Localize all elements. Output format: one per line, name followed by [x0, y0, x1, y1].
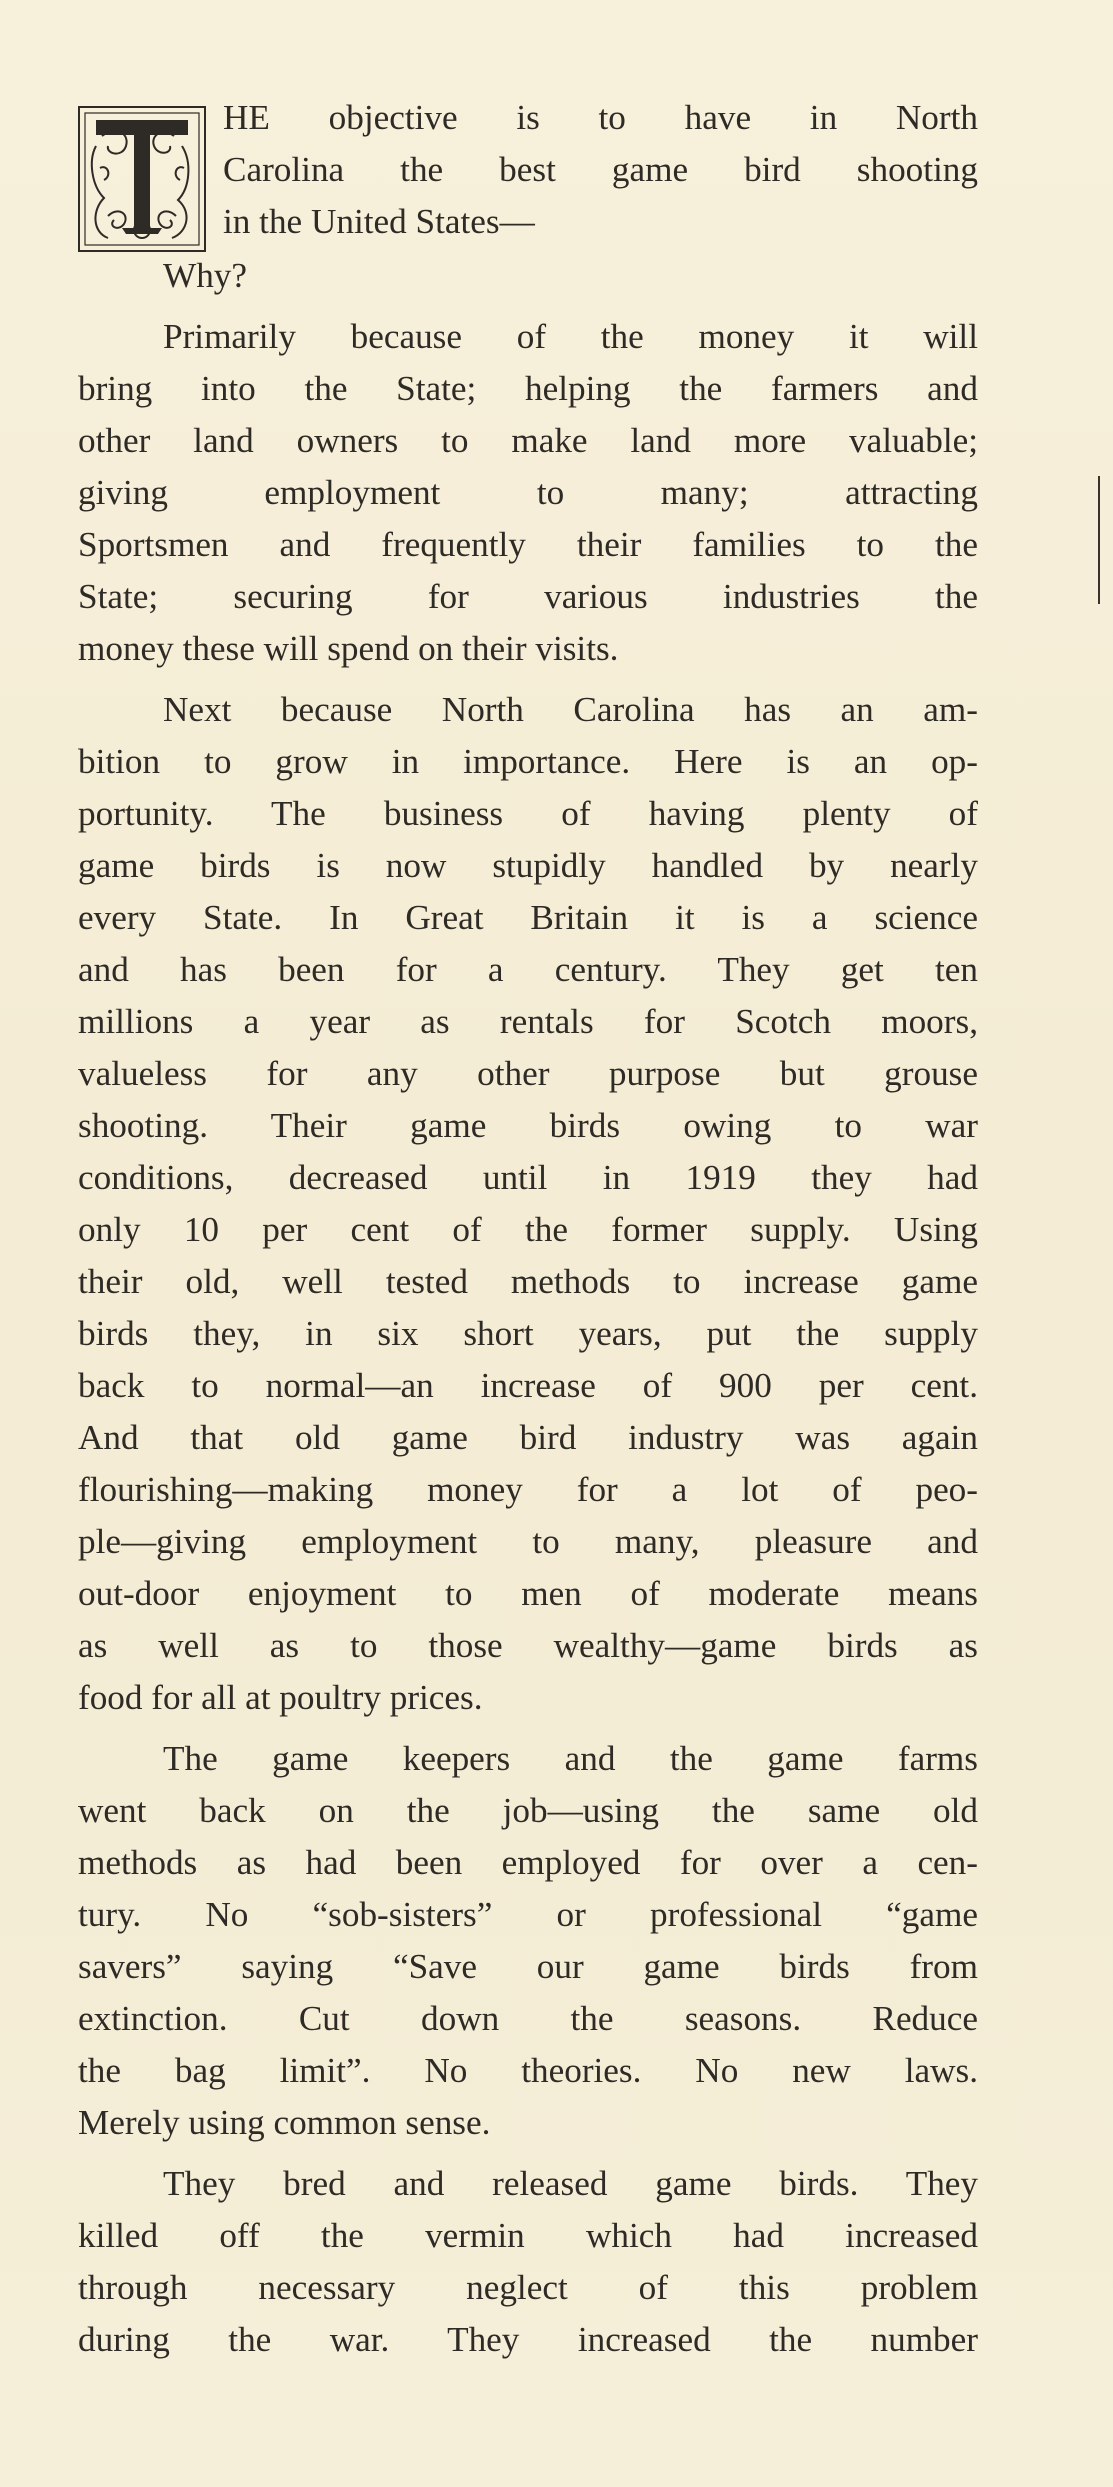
text-line: out-door enjoyment to men of moderate means: [78, 1574, 978, 1613]
text-line: food for all at poultry prices.: [78, 1678, 483, 1717]
text-line: methods as had been employed for over a cen-: [78, 1843, 978, 1882]
why-heading: Why?: [163, 256, 248, 295]
text-line: shooting. Their game birds owing to war: [78, 1106, 978, 1145]
text-line: as well as to those wealthy—game birds as: [78, 1626, 978, 1665]
text-line: Merely using common sense.: [78, 2103, 491, 2142]
text-line: and has been for a century. They get ten: [78, 950, 978, 989]
text-line: Sportsmen and frequently their families to the: [78, 525, 978, 564]
text-line: They bred and released game birds. They: [163, 2164, 978, 2203]
paragraph-1: [78, 311, 978, 675]
text-line: bring into the State; helping the farmers and: [78, 369, 978, 408]
text-line: other land owners to make land more valuable;: [78, 421, 978, 460]
text-line: game birds is now stupidly handled by nearly: [78, 846, 978, 885]
text-line: birds they, in six short years, put the supply: [78, 1314, 978, 1353]
text-line: State; securing for various industries the: [78, 577, 978, 616]
text-line: extinction. Cut down the seasons. Reduce: [78, 1999, 978, 2038]
text-line: portunity. The business of having plenty of: [78, 794, 978, 833]
paragraph-2: [78, 684, 978, 1724]
text-line: in the United States—: [223, 202, 535, 241]
text-line: back to normal—an increase of 900 per cent.: [78, 1366, 978, 1405]
text-line: their old, well tested methods to increase game: [78, 1262, 978, 1301]
ornamental-dropcap-icon: [78, 106, 206, 252]
text-line: giving employment to many; attracting: [78, 473, 978, 512]
text-line: ple—giving employment to many, pleasure and: [78, 1522, 978, 1561]
text-line: every State. In Great Britain it is a science: [78, 898, 978, 937]
text-line: valueless for any other purpose but grouse: [78, 1054, 978, 1093]
text-line: tury. No “sob-sisters” or professional “game: [78, 1895, 978, 1934]
text-line: during the war. They increased the number: [78, 2320, 978, 2359]
text-line: savers” saying “Save our game birds from: [78, 1947, 978, 1986]
text-line: killed off the vermin which had increased: [78, 2216, 978, 2255]
text-line: Next because North Carolina has an am-: [163, 690, 978, 729]
text-line: money these will spend on their visits.: [78, 629, 619, 668]
text-line: The game keepers and the game farms: [163, 1739, 978, 1778]
text-line: went back on the job—using the same old: [78, 1791, 978, 1830]
text-line: Carolina the best game bird shooting: [223, 150, 978, 189]
text-line: bition to grow in importance. Here is an op-: [78, 742, 978, 781]
text-line: through necessary neglect of this problem: [78, 2268, 978, 2307]
paragraph-3: [78, 1733, 978, 2149]
text-line: millions a year as rentals for Scotch moors,: [78, 1002, 978, 1041]
text-line: Primarily because of the money it will: [163, 317, 978, 356]
text-line: only 10 per cent of the former supply. Using: [78, 1210, 978, 1249]
intro-lines: [223, 92, 978, 248]
text-line: conditions, decreased until in 1919 they had: [78, 1158, 978, 1197]
text-line: flourishing—making money for a lot of peo-: [78, 1470, 978, 1509]
text-line: And that old game bird industry was again: [78, 1418, 978, 1457]
text-line: HE objective is to have in North: [223, 98, 978, 137]
text-line: the bag limit”. No theories. No new laws.: [78, 2051, 978, 2090]
body-text: [78, 92, 978, 2366]
margin-rule: [1098, 476, 1100, 604]
opening-paragraph: [78, 92, 978, 250]
paragraph-4: [78, 2158, 978, 2366]
